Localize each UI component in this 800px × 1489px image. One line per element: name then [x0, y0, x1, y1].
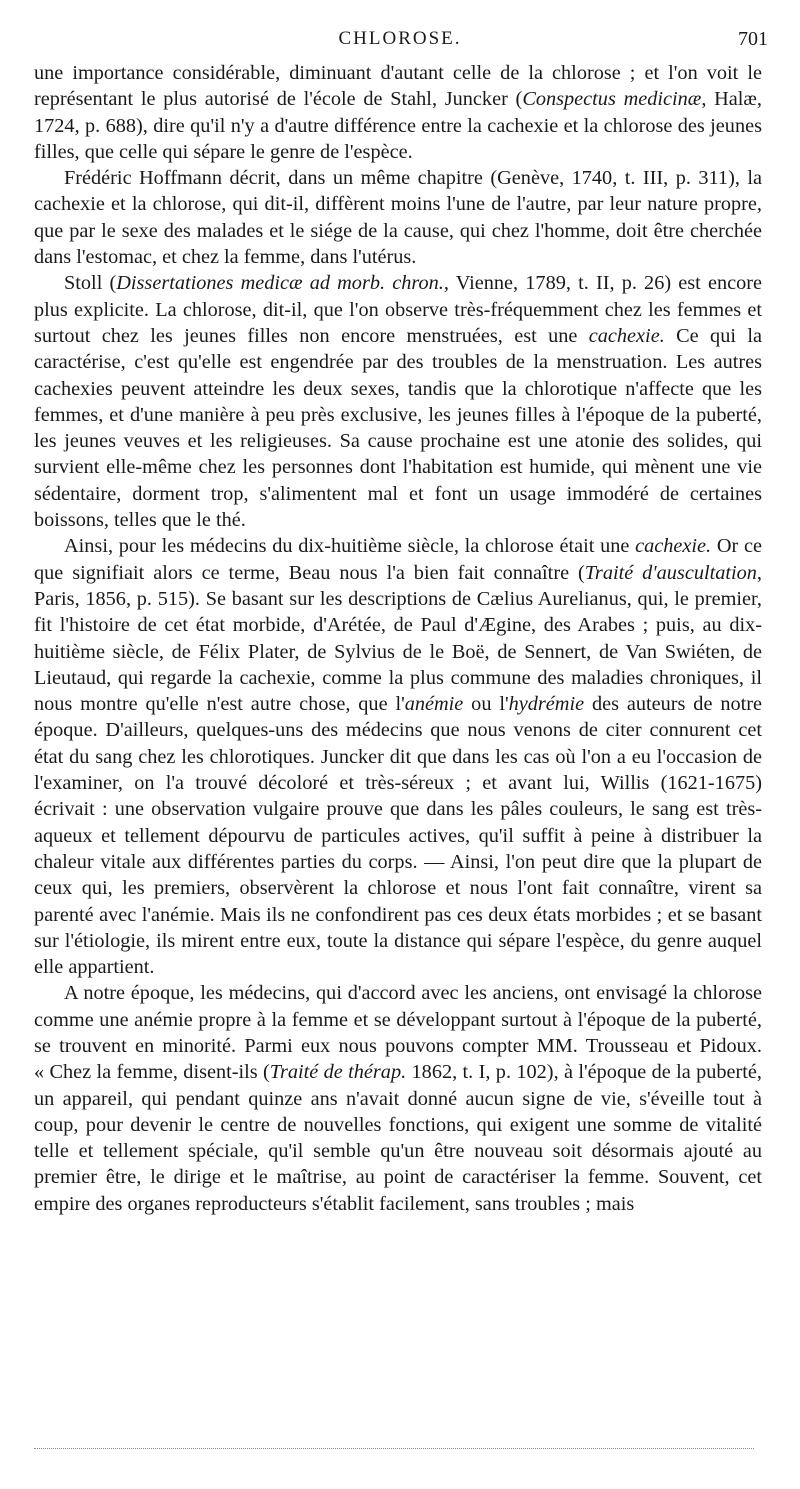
- italic-citation: Traité d'auscultation: [584, 561, 757, 584]
- italic-citation: Conspectus medicinæ: [522, 88, 702, 111]
- text-run: ou l': [463, 693, 509, 716]
- italic-citation: hydrémie: [508, 693, 585, 716]
- italic-citation: Dissertationes medicæ ad morb. chron.: [116, 272, 444, 295]
- page-number: 701: [738, 28, 768, 50]
- italic-citation: cachexie.: [588, 324, 665, 347]
- text-run: , Vienne, 1789, t. II, p. 26) est encore plus explicite. La chlorose, dit-il, que l'on observe très-fréquemment chez les femmes et surtout chez les jeunes filles non encore menstruées, est une: [34, 272, 762, 347]
- paragraph-2: [34, 165, 762, 270]
- text-run: Stoll (: [64, 272, 117, 295]
- running-title: CHLOROSE.: [338, 28, 462, 49]
- italic-citation: Traité de thérap.: [269, 1061, 407, 1084]
- text-run: des auteurs de notre époque. D'ailleurs, quelques-uns des médecins que nous venons de citer connurent cet état du sang chez les chlorotiques. Juncker dit que dans les cas où l'on a eu l'occasion de l'examiner, on l'a trouvé décoloré et très-séreux ; et avant lui, Willis (1621-1675) écrivait : une observation vulgaire prouve que dans les pâles couleurs, le sang est très-aqueux et tellement dépourvu de particules actives, qu'il suffit à peine à distribuer la chaleur vitale aux différentes parties du corps. — Ainsi, l'on peut dire que la plupart de ceux qui, les premiers, observèrent la chlorose et nous l'ont fait connaître, virent sa parenté avec l'anémie. Mais ils ne confondirent pas ces deux états morbides ; et se basant sur l'étiologie, ils mirent entre eux, toute la distance qui sépare l'espèce, du genre auquel elle appartient.: [34, 693, 762, 979]
- footer-dotted-rule: [34, 1448, 754, 1449]
- italic-citation: cachexie.: [635, 535, 712, 558]
- text-run: A notre époque, les médecins, qui d'accord avec les anciens, ont envisagé la chlorose comme une anémie propre à la femme et se développant surtout à l'époque de la puberté, se trouvent en minorité. Parmi eux nous pouvons compter MM. Trousseau et Pidoux. « Chez la femme, disent-ils (: [34, 982, 762, 1084]
- paragraph-5: [34, 980, 762, 1217]
- body-text: [34, 60, 762, 1217]
- text-run: , Halæ, 1724, p. 688), dire qu'il n'y a d'autre différence entre la cachexie et la chlorose des jeunes filles, que celle qui sépare le genre de l'espèce.: [34, 88, 763, 163]
- text-run: Ainsi, pour les médecins du dix-huitième siècle, la chlorose était une: [64, 535, 636, 558]
- italic-citation: anémie: [404, 693, 464, 716]
- paragraph-3: [34, 270, 762, 533]
- text-run: , Paris, 1856, p. 515). Se basant sur les descriptions de Cælius Aurelianus, qui, le premier, fit l'histoire de cet état morbide, d'Arétée, de Paul d'Ægine, des Arabes ; puis, au dix-huitième siècle, de Félix Plater, de Sylvius de le Boë, de Sennert, de Van Swiéten, de Lieutaud, qui regarde la cachexie, comme la plus commune des maladies chroniques, il nous montre qu'elle n'est autre chose, que l': [34, 561, 762, 716]
- paragraph-4: [34, 533, 762, 980]
- text-run: une importance considérable, diminuant d'autant celle de la chlorose ; et l'on voit le représentant le plus autorisé de l'école de Stahl, Juncker (: [34, 62, 762, 111]
- text-run: Frédéric Hoffmann décrit, dans un même chapitre (Genève, 1740, t. III, p. 311), la cachexie et la chlorose, qui dit-il, diffèrent moins l'une de l'autre, par leur nature propre, que par le sexe des malades et le siége de la cause, qui chez l'homme, doit être cherchée dans l'estomac, et chez la femme, dans l'utérus.: [34, 167, 762, 269]
- text-run: 1862, t. I, p. 102), à l'époque de la puberté, un appareil, qui pendant quinze ans n'avait donné aucun signe de vie, s'éveille tout à coup, pour devenir le centre de nouvelles fonctions, qui exigent une somme de vitalité telle et tellement spéciale, qu'il semble qu'un être nouveau soit désormais ajouté au premier être, le dirige et le maîtrise, au point de caractériser la femme. Souvent, cet empire des organes reproducteurs s'établit facilement, sans troubles ; mais: [34, 1061, 763, 1215]
- text-run: Or ce que signifiait alors ce terme, Beau nous l'a bien fait connaître (: [34, 535, 763, 584]
- text-run: Ce qui la caractérise, c'est qu'elle est engendrée par des troubles de la menstruation. Les autres cachexies peuvent atteindre les deux sexes, tandis que la chlorotique n'affecte que les femmes, et d'une manière à peu près exclusive, les jeunes filles à l'époque de la puberté, les jeunes veuves et les religieuses. Sa cause prochaine est une atonie des solides, qui survient elle-même chez les personnes dont l'habitation est humide, qui mènent une vie sédentaire, dorment trop, s'alimentent mal et font un usage immodéré de certaines boissons, telles que le thé.: [34, 324, 762, 532]
- paragraph-1: [34, 60, 762, 165]
- page-header: [32, 28, 768, 56]
